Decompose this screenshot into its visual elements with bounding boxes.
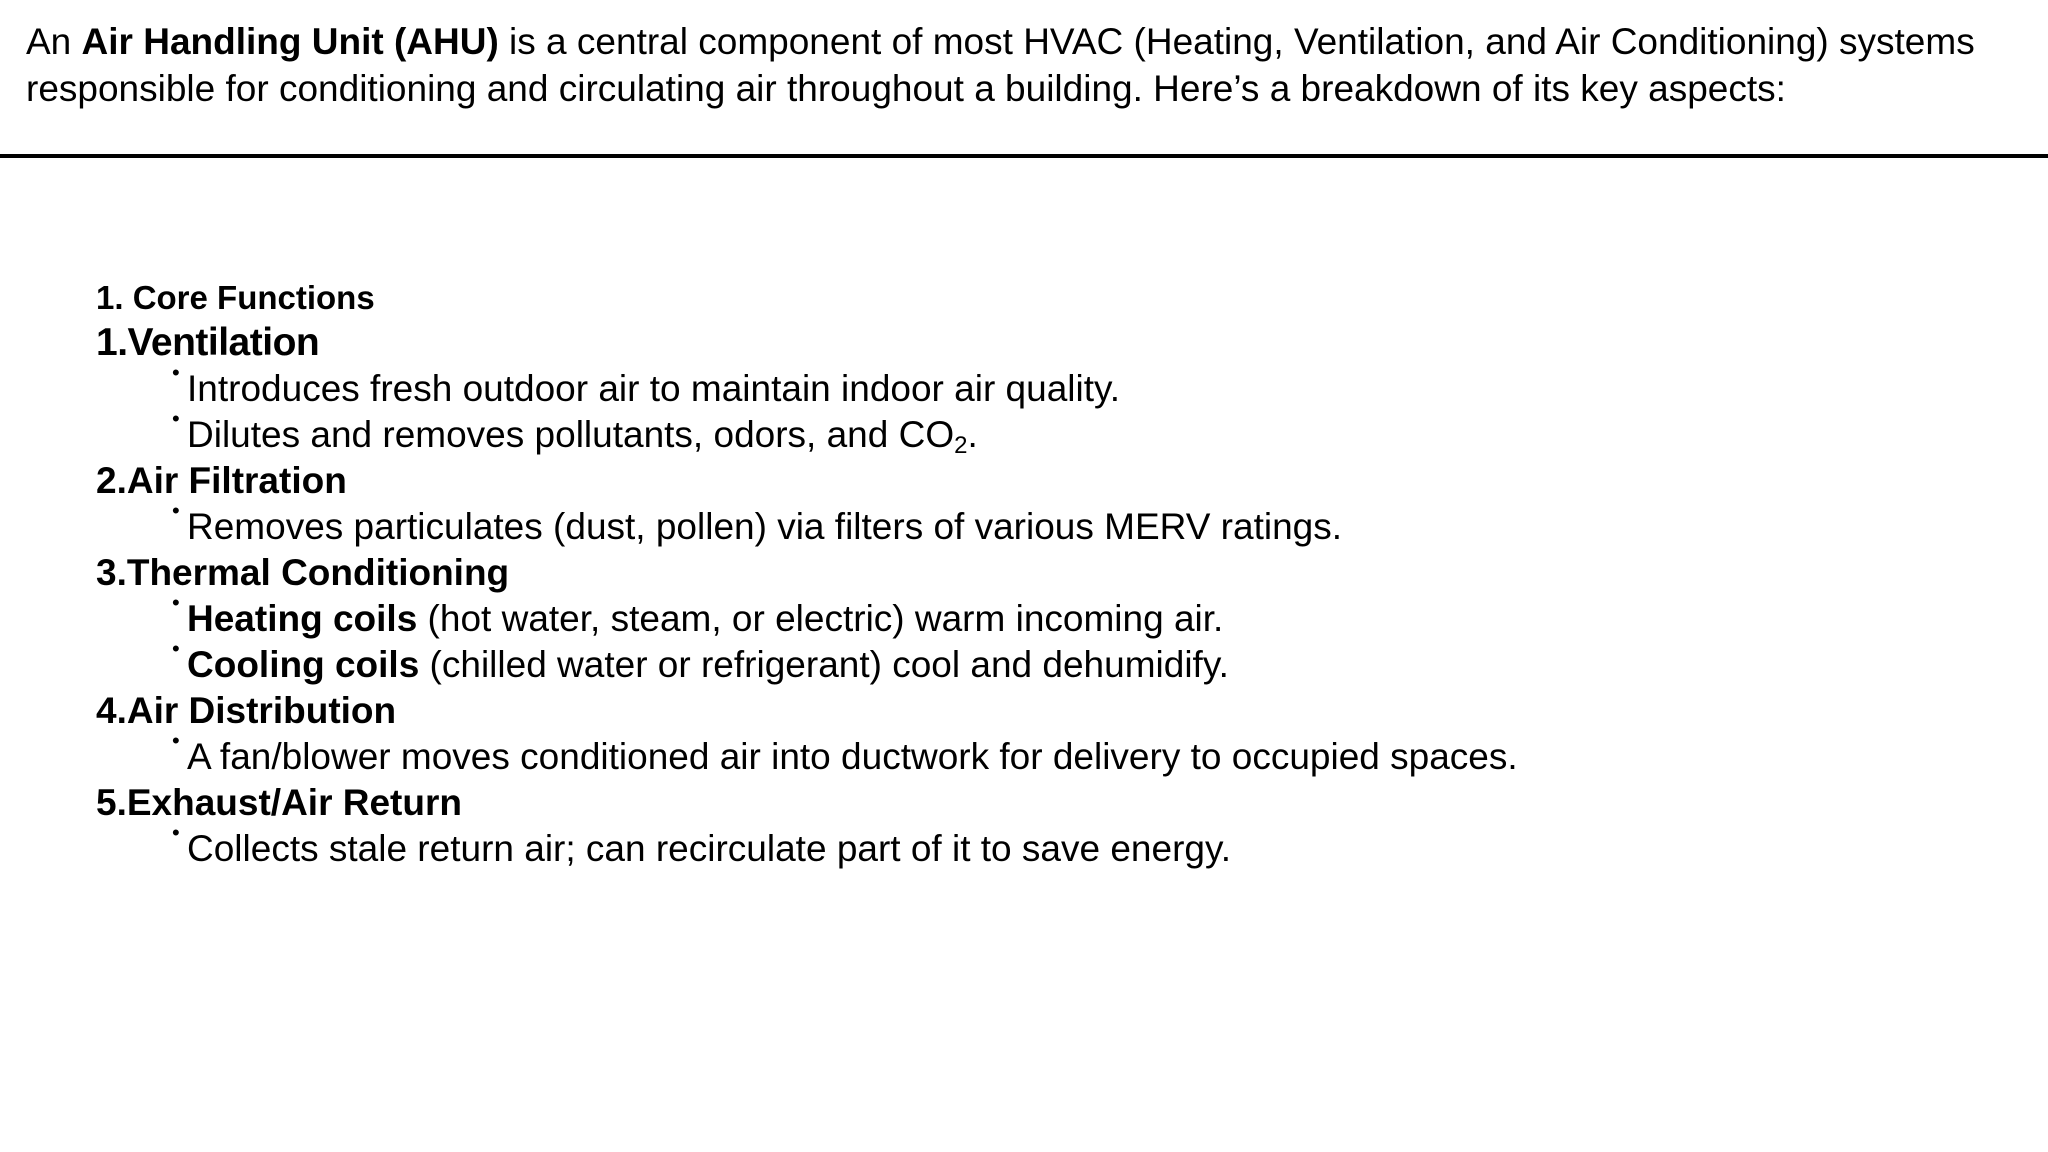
bullet-icon: •: [172, 590, 180, 615]
bullet-point: [96, 728, 1996, 780]
list-item-title: 2.Air Filtration: [96, 460, 347, 501]
bullet-text: Removes particulates (dust, pollen) via filters of various MERV ratings.: [187, 506, 1343, 547]
bullet-point: [96, 820, 1996, 872]
intro-line-2: responsible for conditioning and circulating air throughout a building. Here’s a breakdown of its key aspects:: [26, 68, 1786, 109]
intro-line-1: [26, 18, 2048, 65]
horizontal-divider: [0, 154, 2048, 158]
intro-bold-term: Air Handling Unit (AHU): [81, 21, 499, 62]
bullet-text: (hot water, steam, or electric) warm incoming air.: [417, 598, 1224, 639]
intro-line1-rest: is a central component of most HVAC (Heating, Ventilation, and Air Conditioning) systems: [498, 21, 1975, 62]
list-item-title: 4.Air Distribution: [96, 690, 397, 731]
bullet-text: Dilutes and removes pollutants, odors, and CO: [187, 414, 955, 455]
bullet-bold-term: Heating coils: [187, 598, 418, 639]
bullet-point: [96, 636, 1996, 688]
bullet-tail: .: [967, 414, 978, 455]
core-functions-list: [96, 320, 1996, 872]
bullet-icon: •: [172, 498, 180, 523]
intro-prefix: An: [26, 21, 82, 62]
bullet-point: [96, 498, 1996, 550]
bullet-text: A fan/blower moves conditioned air into ductwork for delivery to occupied spaces.: [187, 736, 1518, 777]
section-heading: 1. Core Functions: [96, 279, 375, 316]
bullet-icon: •: [172, 360, 180, 385]
bullet-icon: •: [172, 636, 180, 661]
intro-paragraph: [26, 18, 2048, 112]
bullet-text: (chilled water or refrigerant) cool and dehumidify.: [419, 644, 1229, 685]
bullet-icon: •: [172, 820, 180, 845]
list-item-title: 3.Thermal Conditioning: [96, 552, 510, 593]
bullet-icon: •: [172, 406, 180, 431]
bullet-point: [96, 406, 1996, 459]
bullet-subscript: 2: [954, 432, 968, 459]
list-item-title: 5.Exhaust/Air Return: [96, 782, 462, 823]
bullet-text: Introduces fresh outdoor air to maintain indoor air quality.: [187, 368, 1121, 409]
bullet-point: [96, 360, 1996, 412]
list-item-title: 1.Ventilation: [96, 321, 320, 364]
bullet-point: [96, 590, 1996, 642]
bullet-bold-term: Cooling coils: [187, 644, 420, 685]
bullet-text: Collects stale return air; can recirculate part of it to save energy.: [187, 828, 1232, 869]
bullet-icon: •: [172, 728, 180, 753]
